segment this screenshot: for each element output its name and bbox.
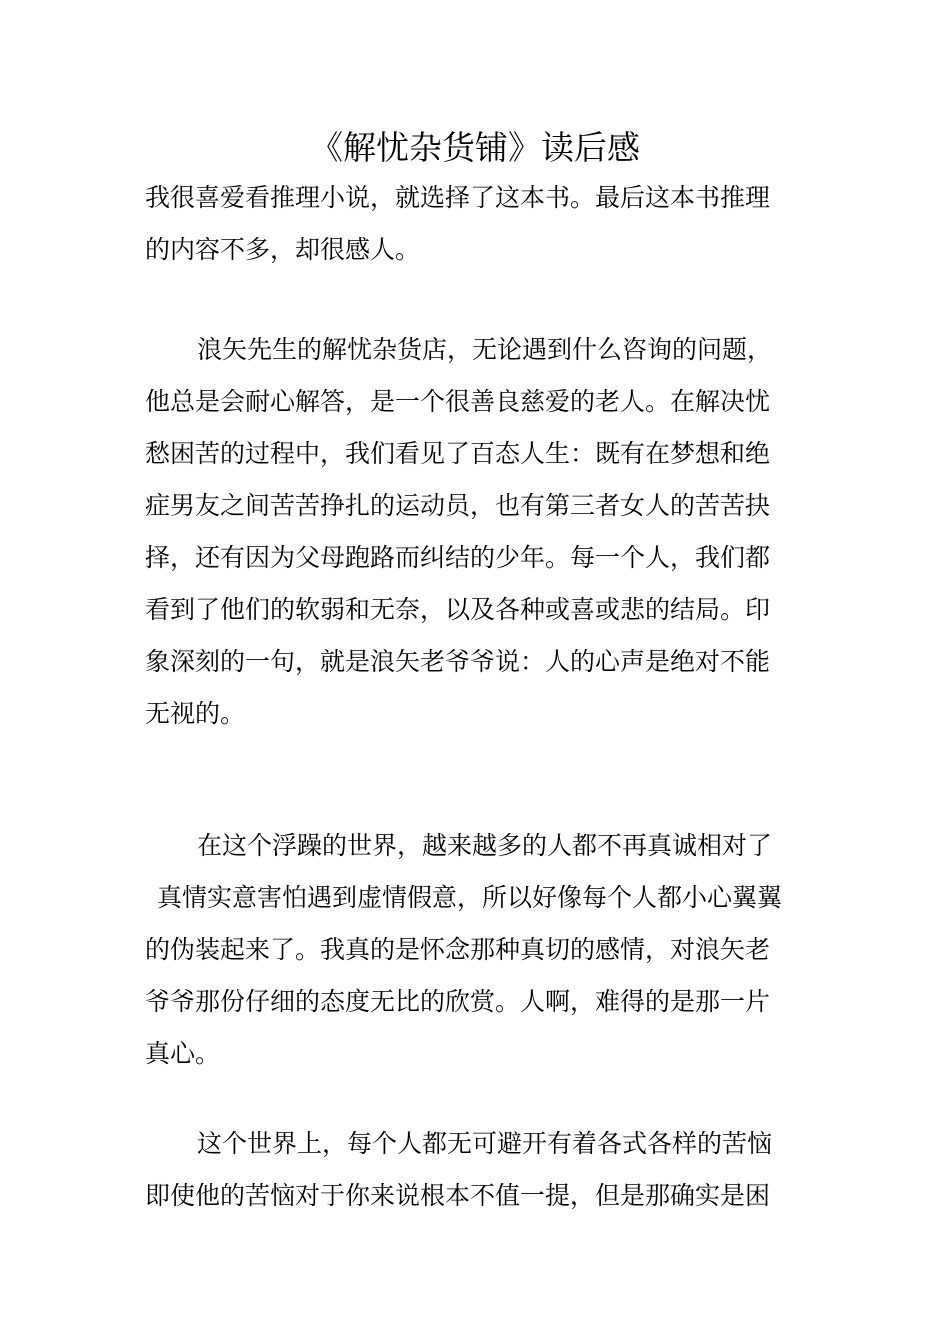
paragraph-line: 的伪装起来了。我真的是怀念那种真切的感情，对浪矢老 bbox=[145, 935, 771, 964]
paragraph-line: 在这个浮躁的世界，越来越多的人都不再真诚相对了 bbox=[197, 831, 773, 860]
paragraph-line: 愁困苦的过程中，我们看见了百态人生：既有在梦想和绝 bbox=[145, 439, 771, 468]
paragraph-line: 浪矢先生的解忧杂货店，无论遇到什么咨询的问题， bbox=[197, 335, 773, 364]
paragraph-line: 即使他的苦恼对于你来说根本不值一提，但是那确实是困 bbox=[145, 1181, 771, 1210]
paragraph-line: 象深刻的一句，就是浪矢老爷爷说：人的心声是绝对不能 bbox=[145, 647, 771, 676]
paragraph-line: 症男友之间苦苦挣扎的运动员，也有第三者女人的苦苦抉 bbox=[145, 491, 771, 520]
paragraph-line: 他总是会耐心解答，是一个很善良慈爱的老人。在解决忧 bbox=[145, 387, 771, 416]
paragraph-namiya bbox=[145, 324, 805, 740]
paragraph-troubles bbox=[145, 1118, 805, 1222]
paragraph-line: 爷爷那份仔细的态度无比的欣赏。人啊，难得的是那一片 bbox=[145, 987, 771, 1016]
paragraph-line: 这个世界上，每个人都无可避开有着各式各样的苦恼 bbox=[197, 1129, 773, 1158]
paragraph-intro bbox=[145, 172, 805, 276]
paragraph-line: 我很喜爱看推理小说，就选择了这本书。最后这本书推理 bbox=[145, 183, 771, 212]
paragraph-line: 真情实意害怕遇到虚情假意，所以好像每个人都小心翼翼 bbox=[157, 883, 783, 912]
paragraph-line: 无视的。 bbox=[145, 699, 246, 728]
paragraph-line: 真心。 bbox=[145, 1039, 221, 1068]
paragraph-line: 择，还有因为父母跑路而纠结的少年。每一个人，我们都 bbox=[145, 543, 771, 572]
paragraph-world bbox=[145, 820, 805, 1080]
paragraph-line: 的内容不多，却很感人。 bbox=[145, 235, 421, 264]
paragraph-line: 看到了他们的软弱和无奈，以及各种或喜或悲的结局。印 bbox=[145, 595, 771, 624]
document-title: 《解忧杂货铺》读后感 bbox=[310, 128, 640, 167]
